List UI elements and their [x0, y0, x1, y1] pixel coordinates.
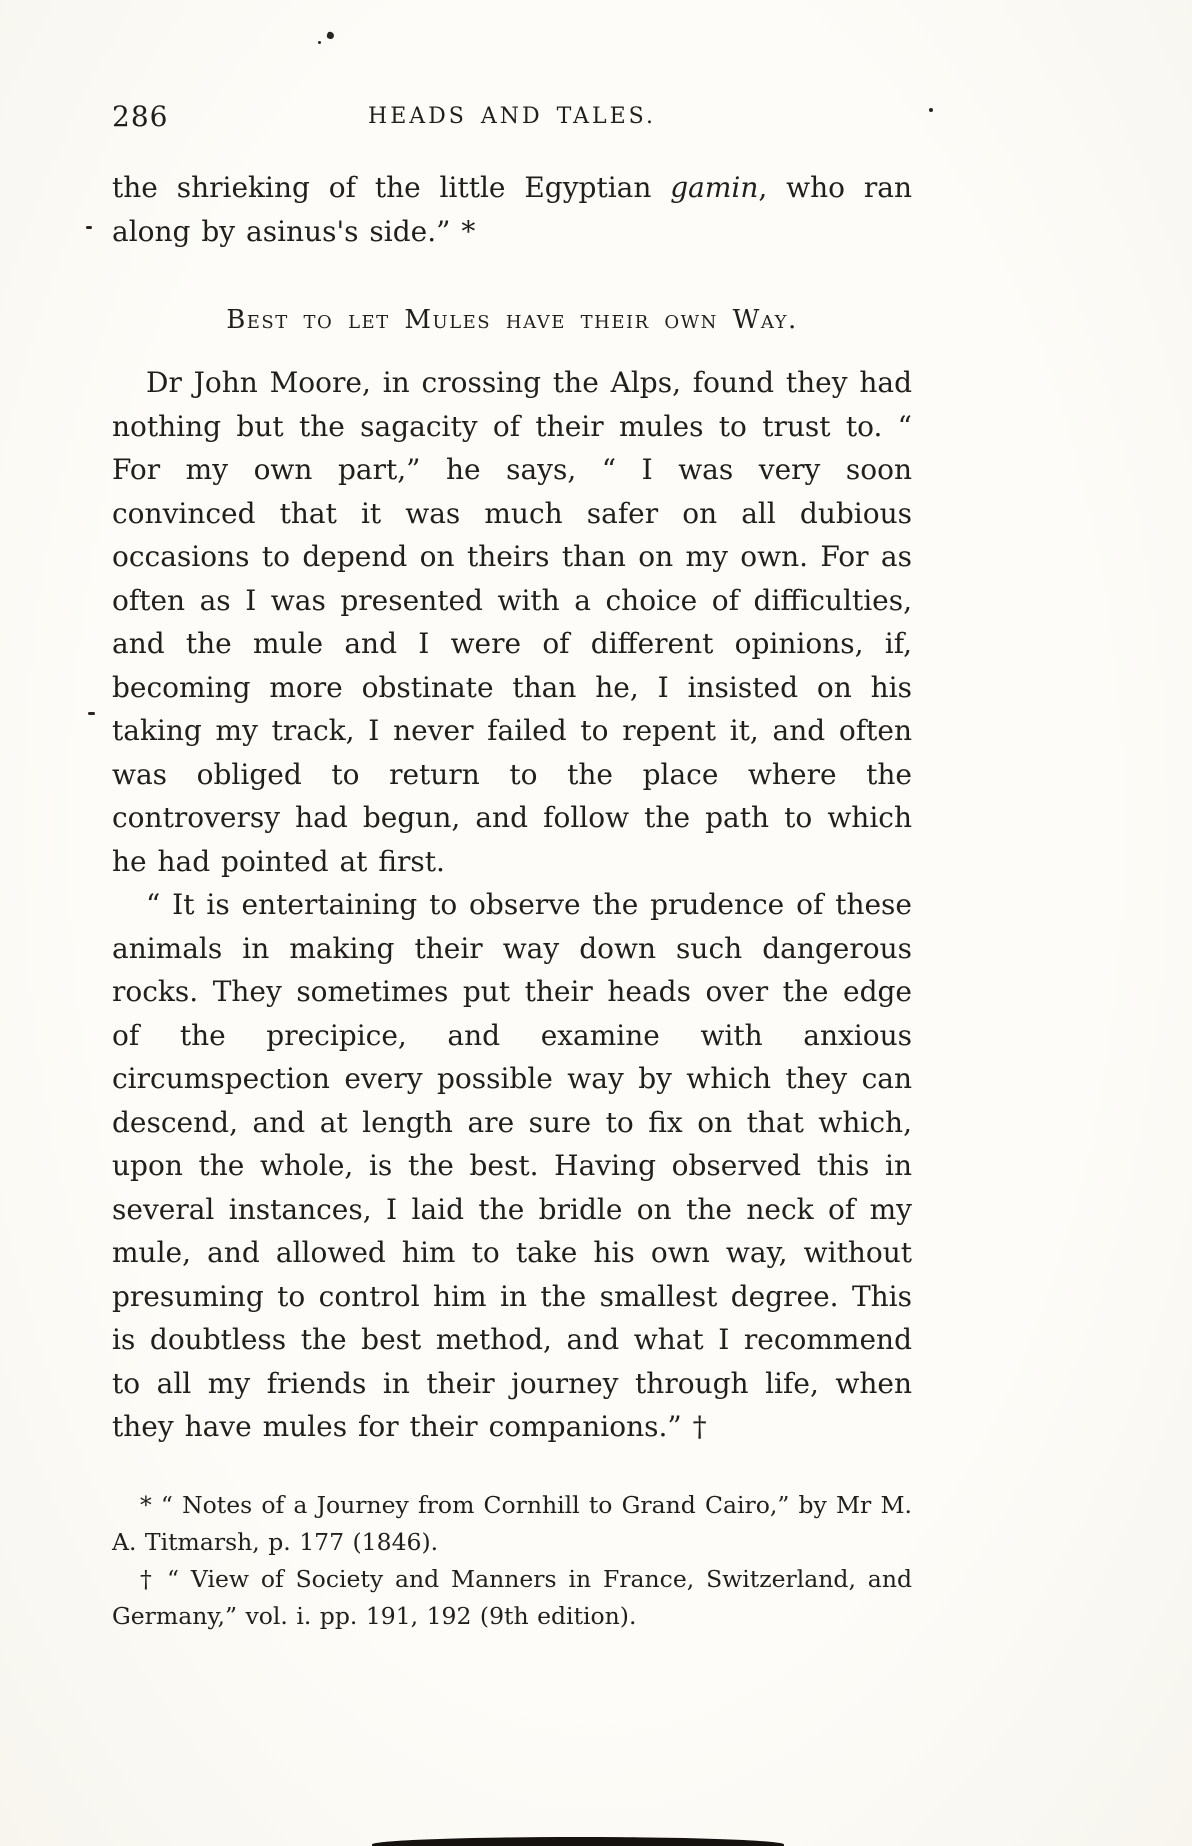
- continuation-italic-word: gamin: [670, 171, 759, 204]
- footnotes-block: [112, 1487, 912, 1635]
- ink-speck: [929, 108, 933, 112]
- ink-speck: [86, 226, 92, 229]
- page-header: [112, 100, 912, 138]
- footnote-2: † “ View of Society and Manners in France, Switzerland, and Germany,” vol. i. pp. 191, 192 (9th edition).: [112, 1564, 912, 1630]
- continuation-text-before: the shrieking of the little Egyptian: [112, 171, 671, 204]
- ink-speck: [88, 712, 95, 715]
- scan-edge-shadow: [372, 1837, 784, 1846]
- running-header: HEADS AND TALES.: [368, 104, 656, 129]
- paragraph-1: Dr John Moore, in crossing the Alps, found they had nothing but the sagacity of their mules to trust to. “ For my own part,” he says, “ I was very soon convinced that it was much safer on all dubious occasions to depend on theirs than on my own. For as often as I was presented with a choice of difficulties, and the mule and I were of different opinions, if, becoming more obstinate than he, I insisted on his taking my track, I never failed to repent it, and often was obliged to return to the place where the controversy had begun, and follow the path to which he had pointed at first.: [112, 366, 912, 878]
- paragraph-2: “ It is entertaining to observe the prudence of these animals in making their way down such dangerous rocks. They sometimes put their heads over the edge of the precipice, and examine with anxious circumspection every possible way by which they can descend, and at length are sure to fix on that which, upon the whole, is the best. Having observed this in several instances, I laid the bridle on the neck of my mule, and allowed him to take his own way, without presuming to control him in the smallest degree. This is doubtless the best method, and what I recommend to all my friends in their journey through life, when they have mules for their companions.” †: [112, 888, 912, 1443]
- section-heading: Best to let Mules have their own Way.: [226, 305, 798, 335]
- ink-speck: [318, 41, 321, 44]
- footnote-1: * “ Notes of a Journey from Cornhill to Grand Cairo,” by Mr M. A. Titmarsh, p. 177 (1846).: [112, 1490, 912, 1556]
- ink-speck: [326, 31, 335, 40]
- continuation-paragraph: [112, 166, 912, 253]
- text-block: [112, 100, 912, 1635]
- continuation-text-after: , who ran along by asinus's side.” *: [112, 171, 912, 248]
- page-number: 286: [112, 100, 169, 133]
